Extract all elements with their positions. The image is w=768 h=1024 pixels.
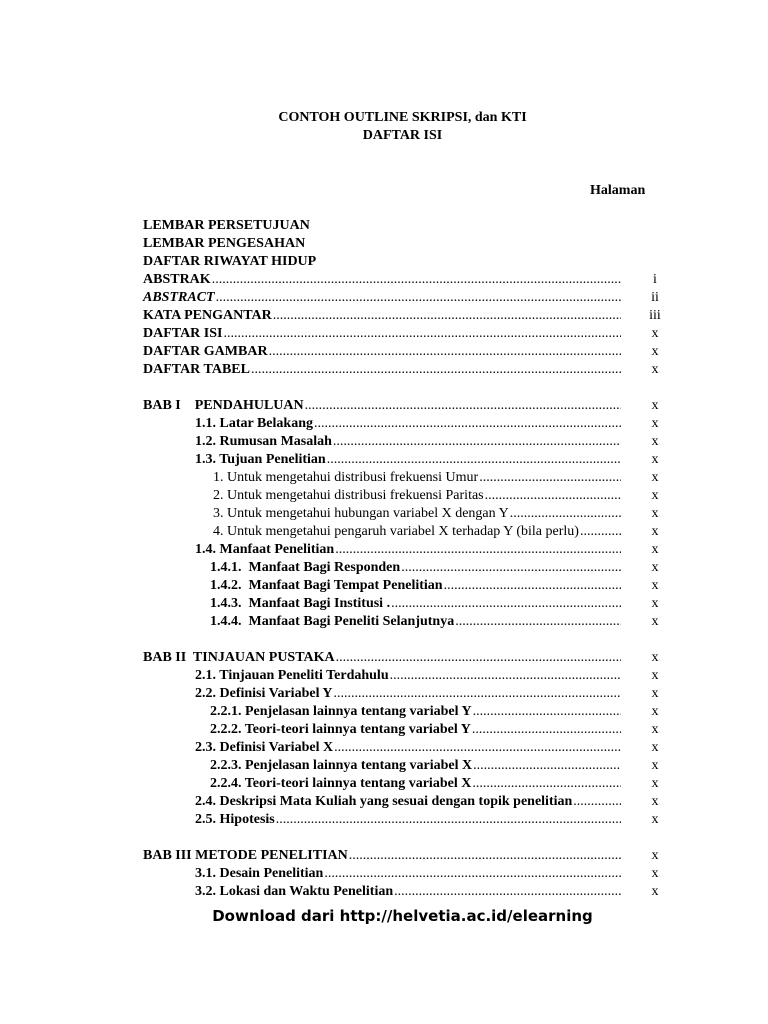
toc-entry: 1.1. Latar Belakang ..... (195, 415, 621, 433)
download-footer: Download dari http://helvetia.ac.id/elearning (212, 907, 593, 925)
toc-page-number: x (651, 794, 659, 809)
toc-page-number: x (651, 848, 659, 863)
toc-entry: LEMBAR PENGESAHAN (143, 236, 306, 251)
leader-dots (313, 415, 621, 433)
toc-entry: 1.4.3. Manfaat Bagi Institusi . ..... (210, 595, 621, 613)
toc-entry: LEMBAR PERSETUJUAN (143, 218, 310, 233)
leader-dots (472, 757, 621, 775)
leader-dots (471, 721, 621, 739)
toc-entry: 1.4. Manfaat Penelitian ..... (195, 541, 621, 559)
leader-dots (400, 559, 621, 577)
toc-page-number: x (651, 722, 659, 737)
leader-dots (484, 487, 621, 505)
toc-entry: 2.2.4. Teori-teori lainnya tentang variabel X ..... (210, 775, 621, 793)
toc-page-number: x (651, 596, 659, 611)
toc-page-number: x (651, 578, 659, 593)
leader-dots (454, 613, 621, 631)
toc-entry: 2.2.3. Penjelasan lainnya tentang variabel X ..... (210, 757, 621, 775)
toc-entry: 2.4. Deskripsi Mata Kuliah yang sesuai dengan topik penelitian ..... (195, 793, 621, 811)
toc-entry: 2.1. Tinjauan Peneliti Terdahulu ..... (195, 667, 621, 685)
page-column-header: Halaman (590, 183, 646, 198)
toc-page-number: x (651, 776, 659, 791)
toc-entry: 2.2. Definisi Variabel Y ..... (195, 685, 621, 703)
leader-dots (333, 739, 621, 757)
toc-page-number: x (651, 542, 659, 557)
leader-dots (348, 847, 621, 865)
toc-page-number: x (651, 668, 659, 683)
toc-page-number: x (651, 704, 659, 719)
leader-dots (335, 649, 621, 667)
toc-page-number: x (651, 560, 659, 575)
leader-dots (572, 793, 621, 811)
toc-chapter: BAB II TINJAUAN PUSTAKA ..... (143, 649, 621, 667)
leader-dots (272, 307, 621, 325)
toc-page-number: x (651, 740, 659, 755)
toc-entry: 3.2. Lokasi dan Waktu Penelitian ..... (195, 883, 621, 901)
toc-entry: 2.5. Hipotesis ..... (195, 811, 621, 829)
toc-entry: 2.3. Definisi Variabel X ..... (195, 739, 621, 757)
toc-entry: 4. Untuk mengetahui pengaruh variabel X terhadap Y (bila perlu) ..... (213, 523, 623, 541)
toc-page-number: x (651, 398, 659, 413)
toc-page-number: x (651, 758, 659, 773)
toc-entry: 2.2.2. Teori-teori lainnya tentang variabel Y ..... (210, 721, 621, 739)
leader-dots (268, 343, 621, 361)
toc-entry: DAFTAR TABEL ..... (143, 361, 621, 379)
toc-entry: DAFTAR ISI ..... (143, 325, 621, 343)
toc-entry: ABSTRACT ..... (143, 289, 621, 307)
toc-page-number: x (651, 812, 659, 827)
toc-chapter: BAB I PENDAHULUAN ..... (143, 397, 621, 415)
toc-entry: 1.4.2. Manfaat Bagi Tempat Penelitian ..... (210, 577, 621, 595)
document-title: CONTOH OUTLINE SKRIPSI, dan KTI (278, 110, 527, 125)
toc-page-number: ii (651, 290, 659, 305)
leader-dots (323, 865, 621, 883)
leader-dots (333, 685, 621, 703)
leader-dots (250, 361, 621, 379)
toc-entry: 3. Untuk mengetahui hubungan variabel X dengan Y ..... (213, 505, 621, 523)
document-subtitle: DAFTAR ISI (362, 128, 443, 143)
toc-page-number: x (651, 326, 659, 341)
leader-dots (389, 667, 621, 685)
toc-entry: DAFTAR RIWAYAT HIDUP (143, 254, 317, 269)
leader-dots (478, 469, 621, 487)
leader-dots (211, 271, 621, 289)
leader-dots (509, 505, 621, 523)
toc-entry: 1.3. Tujuan Penelitian ..... (195, 451, 621, 469)
toc-entry: 1.2. Rumusan Masalah ..... (195, 433, 621, 451)
toc-page-number: x (651, 866, 659, 881)
leader-dots (326, 451, 621, 469)
leader-dots (471, 775, 621, 793)
toc-page-number: x (651, 434, 659, 449)
toc-entry: 2. Untuk mengetahui distribusi frekuensi Paritas ..... (213, 487, 621, 505)
toc-entry: 1. Untuk mengetahui distribusi frekuensi Umur ..... (213, 469, 621, 487)
toc-page-number: x (651, 650, 659, 665)
toc-page-number: x (651, 686, 659, 701)
toc-page-number: iii (649, 308, 661, 323)
leader-dots (472, 703, 621, 721)
leader-dots (332, 433, 621, 451)
toc-entry: DAFTAR GAMBAR ..... (143, 343, 621, 361)
leader-dots (443, 577, 621, 595)
toc-chapter: BAB III METODE PENELITIAN ..... (143, 847, 621, 865)
leader-dots (334, 541, 621, 559)
toc-entry: ABSTRAK ..... (143, 271, 621, 289)
toc-entry: 1.4.4. Manfaat Bagi Peneliti Selanjutnya ..... (210, 613, 621, 631)
leader-dots (393, 883, 621, 901)
toc-page-number: i (653, 272, 657, 287)
leader-dots (275, 811, 621, 829)
leader-dots (304, 397, 621, 415)
leader-dots (215, 289, 621, 307)
toc-entry: 2.2.1. Penjelasan lainnya tentang variabel Y ..... (210, 703, 621, 721)
leader-dots (579, 523, 623, 541)
toc-page-number: x (651, 362, 659, 377)
toc-page-number: x (651, 884, 659, 899)
toc-page-number: x (651, 344, 659, 359)
toc-entry: KATA PENGANTAR ..... (143, 307, 621, 325)
leader-dots (390, 595, 621, 613)
toc-page-number: x (651, 452, 659, 467)
toc-page-number: x (651, 470, 659, 485)
toc-page-number: x (651, 614, 659, 629)
leader-dots (222, 325, 621, 343)
toc-entry: 1.4.1. Manfaat Bagi Responden ..... (210, 559, 621, 577)
toc-page-number: x (651, 488, 659, 503)
toc-page-number: x (651, 506, 659, 521)
toc-page-number: x (651, 524, 659, 539)
toc-page-number: x (651, 416, 659, 431)
toc-entry: 3.1. Desain Penelitian ..... (195, 865, 621, 883)
